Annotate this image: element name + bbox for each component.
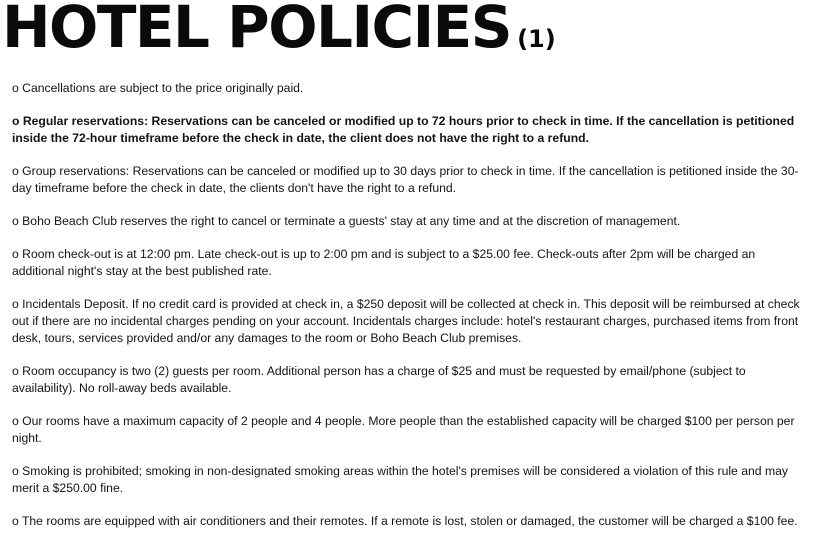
- policy-group-reservations: o Group reservations: Reservations can be canceled or modified up to 30 days prior to check in time. If the cancellation is petitioned inside the 30-day timeframe before the check in date, the clients don't have the right to a refund.: [12, 164, 799, 195]
- policy-smoking: o Smoking is prohibited; smoking in non-designated smoking areas within the hotel's premises will be considered a violation of this rule and may merit a $250.00 fine.: [12, 464, 788, 495]
- policy-list: [12, 80, 808, 546]
- policy-regular-reservations: o Regular reservations: Reservations can be canceled or modified up to 72 hours prior to check in time. If the cancellation is petitioned inside the 72-hour timeframe before the check in date, the client does not have the right to a refund.: [12, 114, 795, 145]
- policy-right-to-cancel: o Boho Beach Club reserves the right to cancel or terminate a guests' stay at any time and at the discretion of management.: [12, 214, 681, 228]
- policy-room-occupancy: o Room occupancy is two (2) guests per room. Additional person has a charge of $25 and must be requested by email/phone (subject to availability). No roll-away beds available.: [12, 364, 746, 395]
- policy-check-out: o Room check-out is at 12:00 pm. Late check-out is up to 2:00 pm and is subject to a $25.00 fee. Check-outs after 2pm will be charged an additional night's stay at the best published rate.: [12, 247, 756, 278]
- policy-maximum-capacity: o Our rooms have a maximum capacity of 2 people and 4 people. More people than the established capacity will be charged $100 per person per night.: [12, 414, 795, 445]
- page-number: (1): [517, 25, 556, 53]
- policy-incidentals-deposit: o Incidentals Deposit. If no credit card is provided at check in, a $250 deposit will be collected at check in. This deposit will be reimbursed at check out if there are no incidental charges pending on your account. Incidentals charges include: hotel's restaurant charges, purchased items from front desk, tours, services provided and/or any damages to the room or Boho Beach Club premises.: [12, 297, 800, 345]
- policy-air-conditioner-remotes: o The rooms are equipped with air conditioners and their remotes. If a remote is lost, stolen or damaged, the customer will be charged a $100 fee.: [12, 514, 798, 528]
- page-title: HOTEL POLICIES: [2, 0, 512, 61]
- policy-cancellations: o Cancellations are subject to the price originally paid.: [12, 81, 304, 95]
- page-header: [2, 0, 556, 61]
